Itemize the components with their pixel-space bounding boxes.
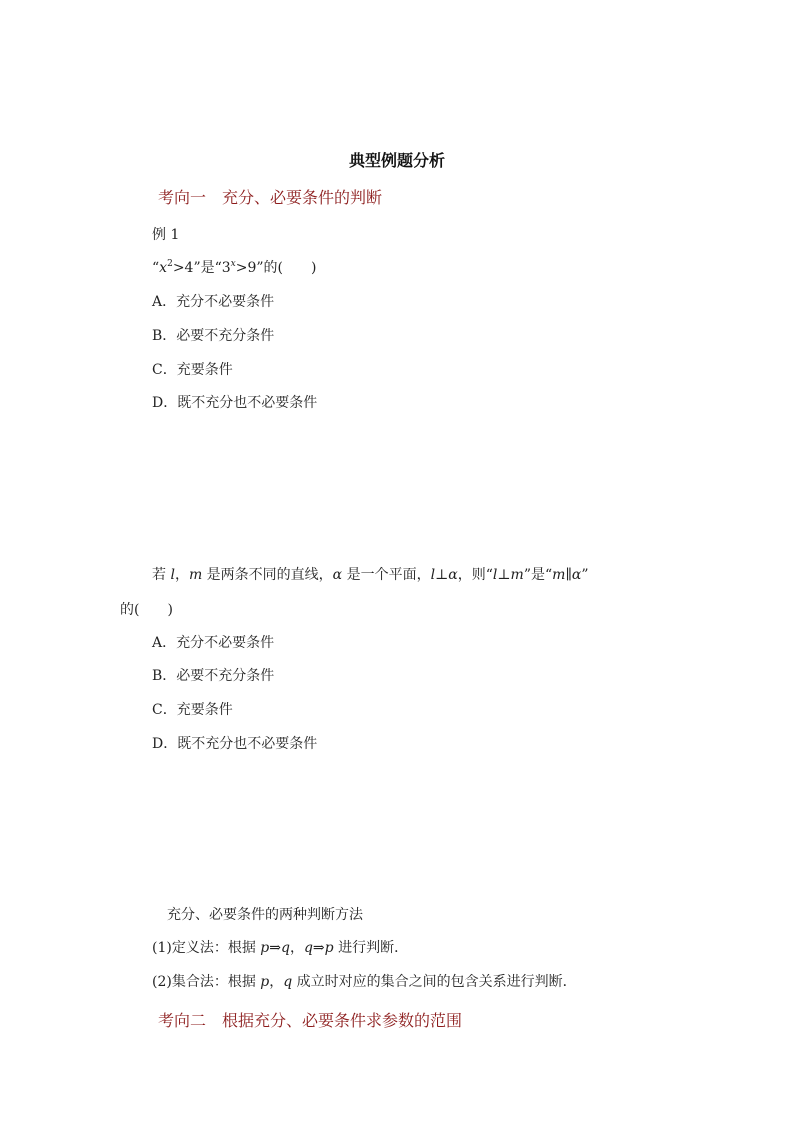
example-label: 例 1 xyxy=(152,227,180,243)
page-title: 典型例题分析 xyxy=(348,151,445,170)
summary-text: (1)定义法：根据 xyxy=(152,940,261,956)
q2-text: 若 xyxy=(152,567,171,583)
summary-text: (2)集合法：根据 xyxy=(152,974,261,990)
summary-item-1 xyxy=(152,937,408,957)
q2-text: ， xyxy=(174,567,189,583)
q2-var: l xyxy=(170,567,175,583)
summary-var: q xyxy=(280,940,290,956)
q2-option-d: D．既不充分也不必要条件 xyxy=(152,736,318,752)
summary-text: ⇒ xyxy=(312,940,325,956)
question-2-stem-line-2: 的( ) xyxy=(120,602,173,618)
q2-text: 是一个平面， xyxy=(342,567,431,583)
q2-text: ⊥ xyxy=(435,567,449,583)
q2-text: ⊥ xyxy=(497,567,511,583)
q2-text: ”是“ xyxy=(523,567,553,583)
summary-var: q xyxy=(283,974,293,990)
q2-text: ∥ xyxy=(565,567,572,583)
q2-text: ” xyxy=(581,567,589,583)
summary-var: q xyxy=(303,940,313,956)
q2-var: l xyxy=(430,567,436,583)
summary-text: ， xyxy=(289,940,304,956)
summary-var: p xyxy=(260,940,270,956)
summary-var: p xyxy=(324,940,334,956)
q1-exponent-x: x xyxy=(230,259,236,269)
summary-text: 进行判断． xyxy=(333,940,409,956)
q1-option-b: B．必要不充分条件 xyxy=(152,328,275,344)
q1-exponent: 2 xyxy=(167,259,173,269)
q2-var: m xyxy=(188,567,203,583)
q1-option-c: C．充要条件 xyxy=(152,362,233,378)
q2-text: 是两条不同的直线， xyxy=(202,567,333,583)
q1-text: >9”的( ) xyxy=(235,260,317,276)
q2-text: ，则“ xyxy=(457,567,493,583)
summary-text: ， xyxy=(269,974,284,990)
summary-item-2 xyxy=(152,971,577,991)
q2-option-b: B．必要不充分条件 xyxy=(152,668,275,684)
q1-text: >4”是“3 xyxy=(172,260,231,276)
q2-var: l xyxy=(492,567,498,583)
summary-text: 成立时对应的集合之间的包含关系进行判断． xyxy=(292,974,577,990)
question-2-stem-line-1 xyxy=(152,564,589,584)
question-1-stem xyxy=(152,257,316,277)
q2-var: α xyxy=(332,567,343,583)
summary-var: p xyxy=(260,974,270,990)
q1-text: “ xyxy=(152,260,160,276)
q1-option-d: D．既不充分也不必要条件 xyxy=(152,395,318,411)
q1-var-x: x xyxy=(159,260,168,276)
summary-text: ⇒ xyxy=(269,940,281,956)
q2-var: m xyxy=(510,567,524,583)
q2-option-a: A．充分不必要条件 xyxy=(152,635,275,651)
section-heading-2: 考向二 根据充分、必要条件求参数的范围 xyxy=(158,1011,463,1030)
q2-var: m xyxy=(552,567,566,583)
q2-var: α xyxy=(571,567,582,583)
q2-var: α xyxy=(448,567,458,583)
section-heading-1: 考向一 充分、必要条件的判断 xyxy=(158,188,383,207)
q1-option-a: A．充分不必要条件 xyxy=(152,294,275,310)
summary-heading: 充分、必要条件的两种判断方法 xyxy=(167,907,363,923)
q2-option-c: C．充要条件 xyxy=(152,702,233,718)
